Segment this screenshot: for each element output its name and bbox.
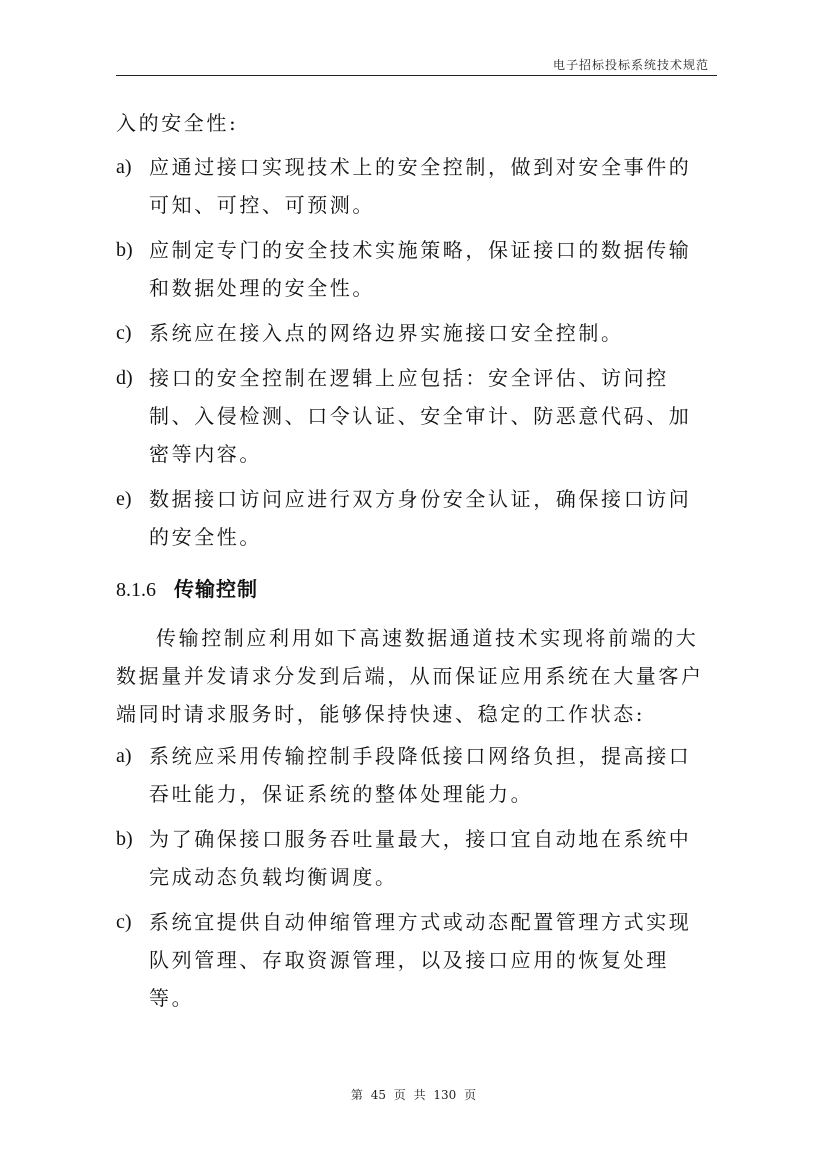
list-item <box>116 480 712 556</box>
list-item <box>116 737 712 813</box>
list-marker: e) <box>116 488 132 510</box>
list-marker: c) <box>116 911 132 933</box>
list-item-text: 系统应采用传输控制手段降低接口网络负担，提高接口吞吐能力，保证系统的整体处理能力。 <box>149 744 692 806</box>
list-item <box>116 820 712 896</box>
list-item-text: 应通过接口实现技术上的安全控制，做到对安全事件的可知、可控、可预测。 <box>149 155 692 217</box>
list-marker: b) <box>116 828 133 850</box>
intro-paragraph: 入的安全性: <box>116 111 239 135</box>
section-paragraph: 传输控制应利用如下高速数据通道技术实现将前端的大数据量并发请求分发到后端，从而保证应用系统在大量客户端同时请求服务时，能够保持快速、稳定的工作状态: <box>116 626 704 726</box>
page-content <box>116 104 712 1024</box>
security-requirements-list <box>116 148 712 556</box>
list-item-text: 应制定专门的安全技术实施策略，保证接口的数据传输和数据处理的安全性。 <box>149 238 692 300</box>
list-item <box>116 903 712 1017</box>
list-marker: b) <box>116 239 133 261</box>
list-item-text: 数据接口访问应进行双方身份安全认证，确保接口访问的安全性。 <box>149 487 692 549</box>
section-heading <box>116 570 712 609</box>
list-item <box>116 231 712 307</box>
list-item <box>116 359 712 473</box>
header-divider <box>116 75 717 76</box>
page-number-footer: 第 45 页 共 130 页 <box>350 1088 477 1102</box>
list-item-text: 系统宜提供自动伸缩管理方式或动态配置管理方式实现队列管理、存取资源管理，以及接口应用的恢复处理等。 <box>149 910 692 1010</box>
transfer-control-list <box>116 737 712 1017</box>
list-item-text: 为了确保接口服务吞吐量最大，接口宜自动地在系统中完成动态负载均衡调度。 <box>149 827 692 889</box>
list-marker: a) <box>116 745 132 767</box>
list-marker: d) <box>116 367 133 389</box>
list-item <box>116 148 712 224</box>
section-title: 传输控制 <box>174 577 258 601</box>
section-number: 8.1.6 <box>116 579 156 601</box>
running-header-title: 电子招标投标系统技术规范 <box>552 58 709 72</box>
list-item-text: 系统应在接入点的网络边界实施接口安全控制。 <box>149 321 624 345</box>
list-item <box>116 314 712 352</box>
list-item-text: 接口的安全控制在逻辑上应包括：安全评估、访问控制、入侵检测、口令认证、安全审计、防恶意代码、加密等内容。 <box>149 366 692 466</box>
list-marker: a) <box>116 156 132 178</box>
list-marker: c) <box>116 322 132 344</box>
